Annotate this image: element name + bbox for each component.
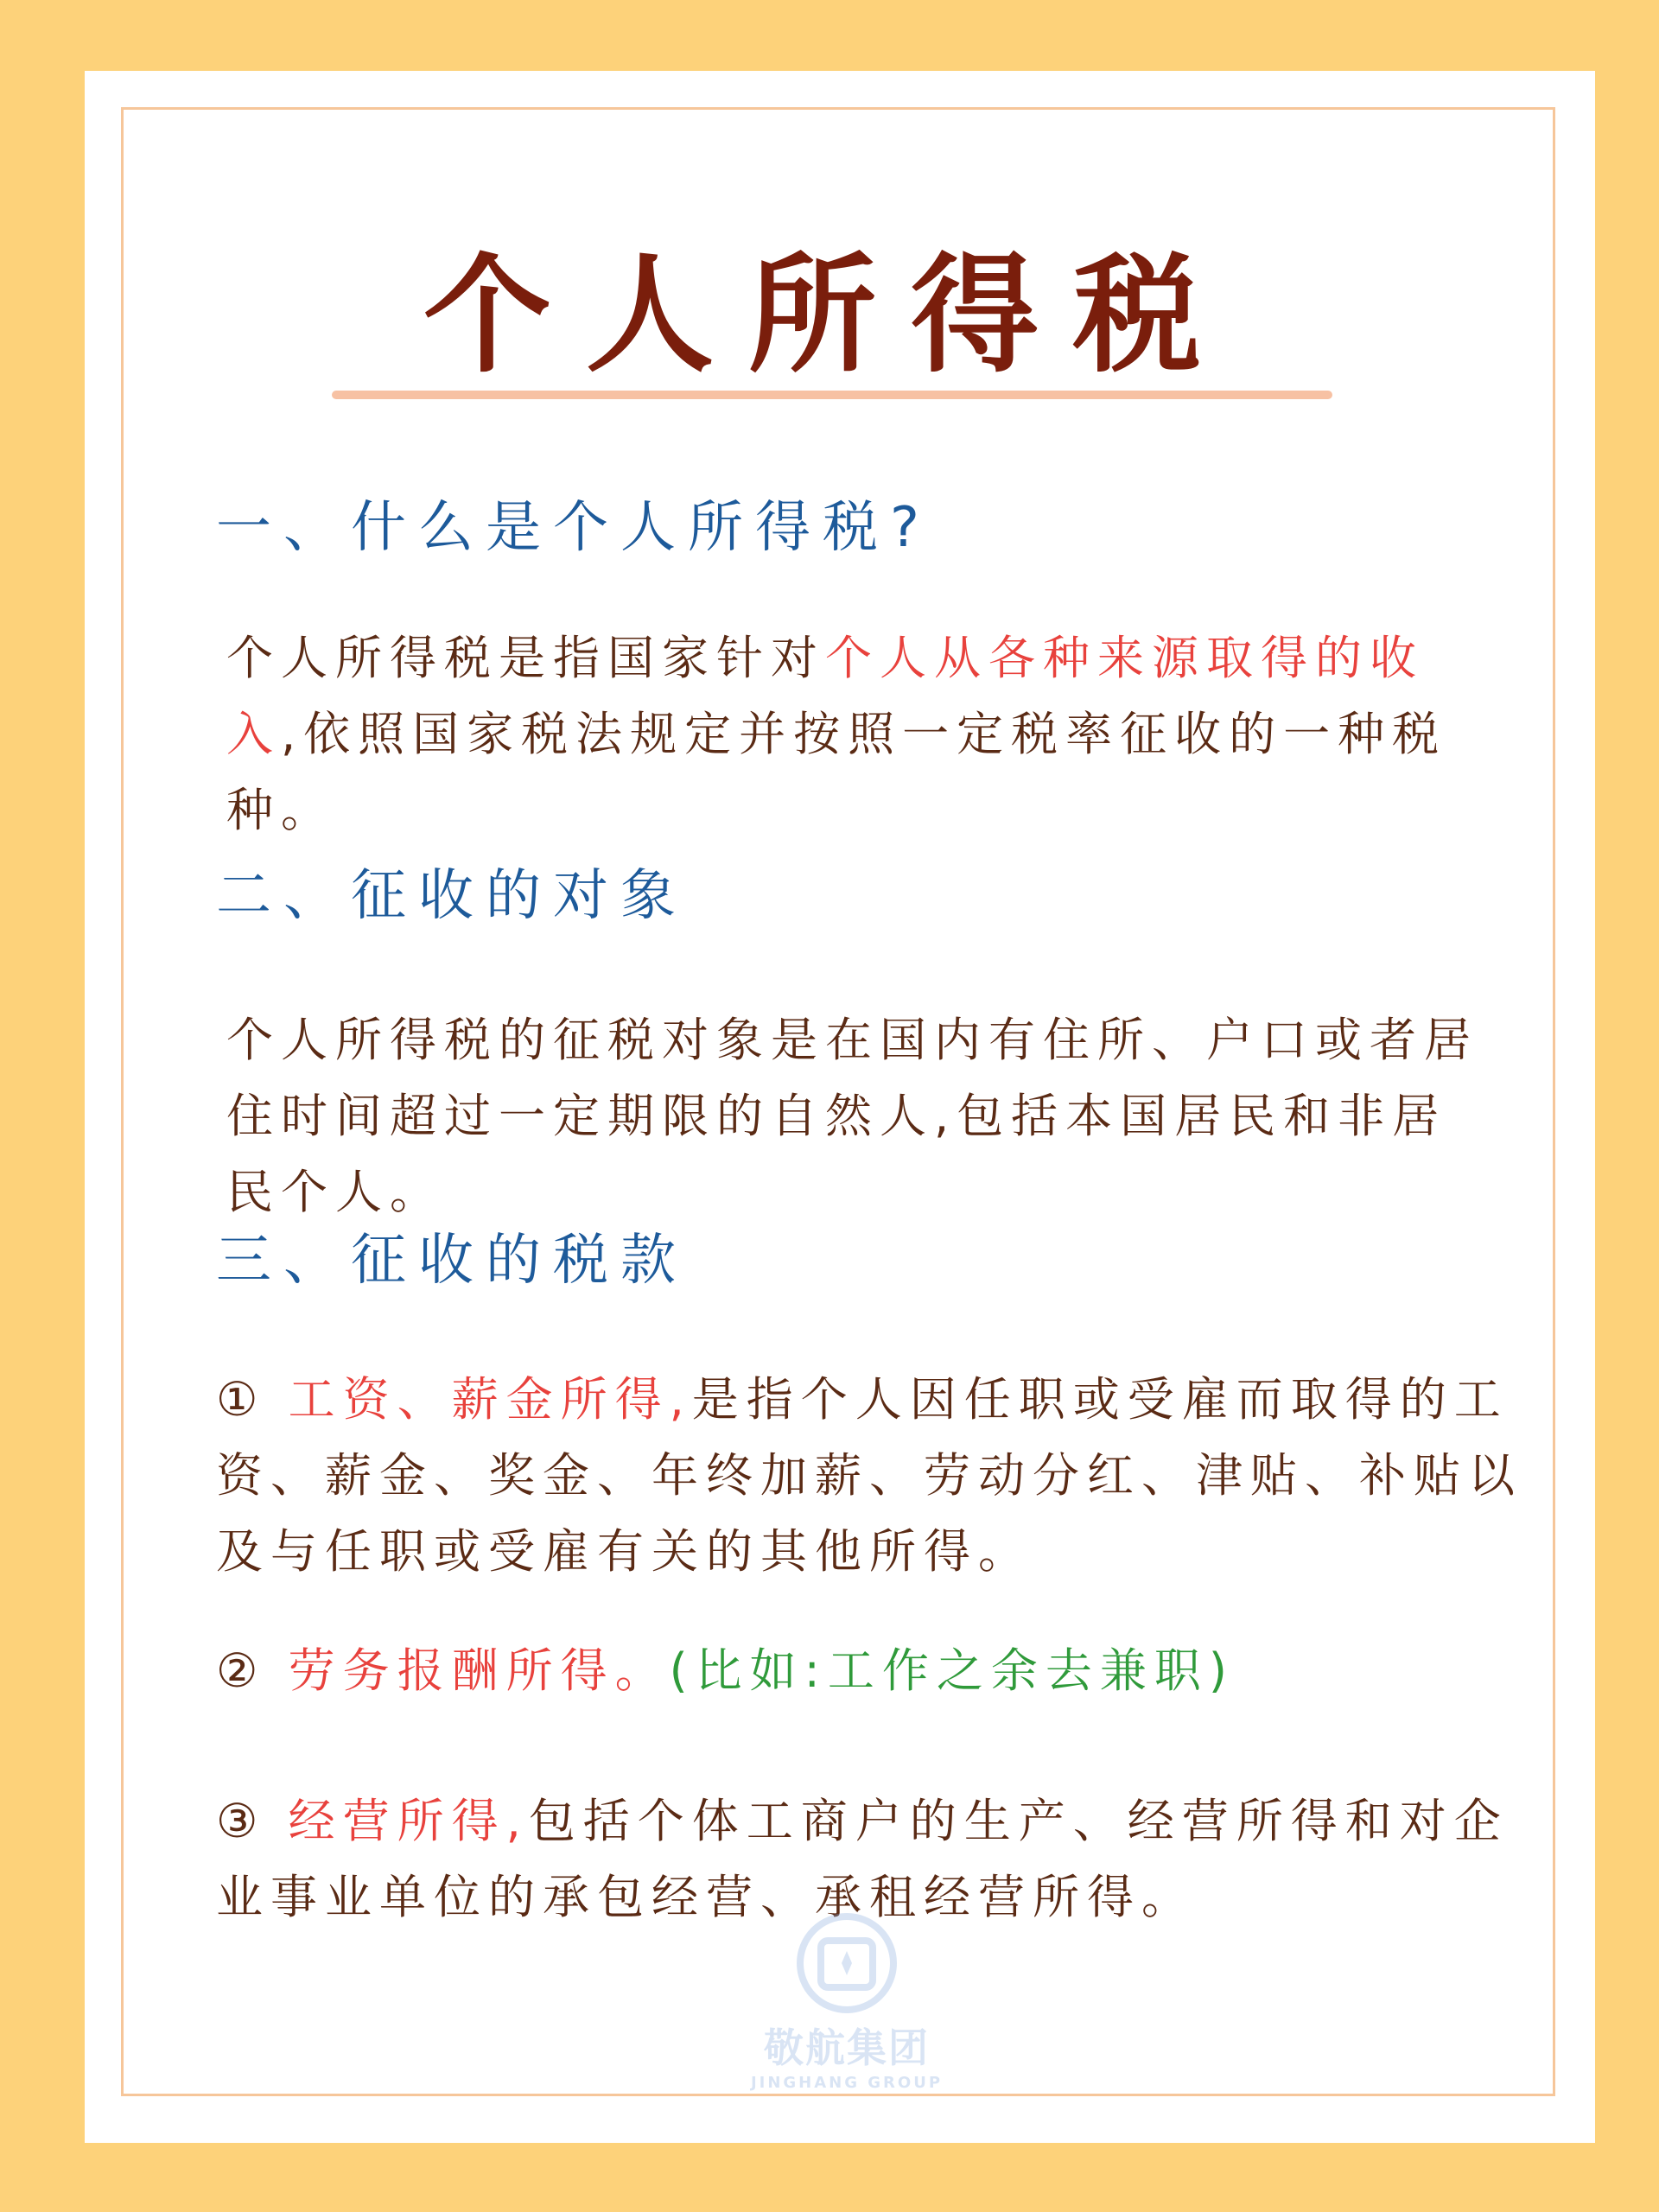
section-body-1 (226, 620, 1488, 849)
list-item-1 (216, 1362, 1529, 1590)
section-heading-3: 三、征收的税款 (216, 1229, 688, 1293)
highlight-text: 工资、薪金所得, (288, 1372, 692, 1427)
page-title: 个人所得税 (423, 241, 1236, 390)
item-text: 是指个人因任职或受雇而取得的工资、薪金、奖金、年终加薪、劳动分红、津贴、补贴以及与任职或受雇有关的其他所得。 (216, 1372, 1522, 1579)
item-marker: ① (216, 1372, 266, 1427)
title-underline (332, 391, 1332, 399)
section-heading-1: 一、什么是个人所得税? (216, 496, 931, 560)
watermark-name: 敬航集团 (764, 2024, 930, 2071)
logo-icon (795, 1911, 899, 2015)
highlight-text: 经营所得, (288, 1794, 529, 1848)
watermark-subtitle: JINGHANG GROUP (750, 2074, 944, 2092)
highlight-text: 劳务报酬所得。 (288, 1643, 670, 1698)
item-text: 包括个体工商户的生产、经营所得和对企业事业单位的承包经营、承租经营所得。 (216, 1794, 1509, 1924)
section-heading-2: 二、征收的对象 (216, 864, 688, 928)
highlight-text: 个人从各种来源取得的收入 (226, 631, 1424, 761)
list-item-2 (216, 1633, 1529, 1709)
section-body-2: 个人所得税的征税对象是在国内有住所、户口或者居住时间超过一定期限的自然人,包括本国居民和非居民个人。 (226, 1013, 1478, 1219)
watermark (743, 1911, 950, 2110)
body-text: 个人所得税是指国家针对 (226, 631, 825, 685)
body-text: ,依照国家税法规定并按照一定税率征收的一种税种。 (226, 707, 1447, 837)
item-marker: ② (216, 1643, 266, 1698)
note-text: (比如:工作之余去兼职) (669, 1643, 1235, 1698)
item-marker: ③ (216, 1794, 266, 1848)
